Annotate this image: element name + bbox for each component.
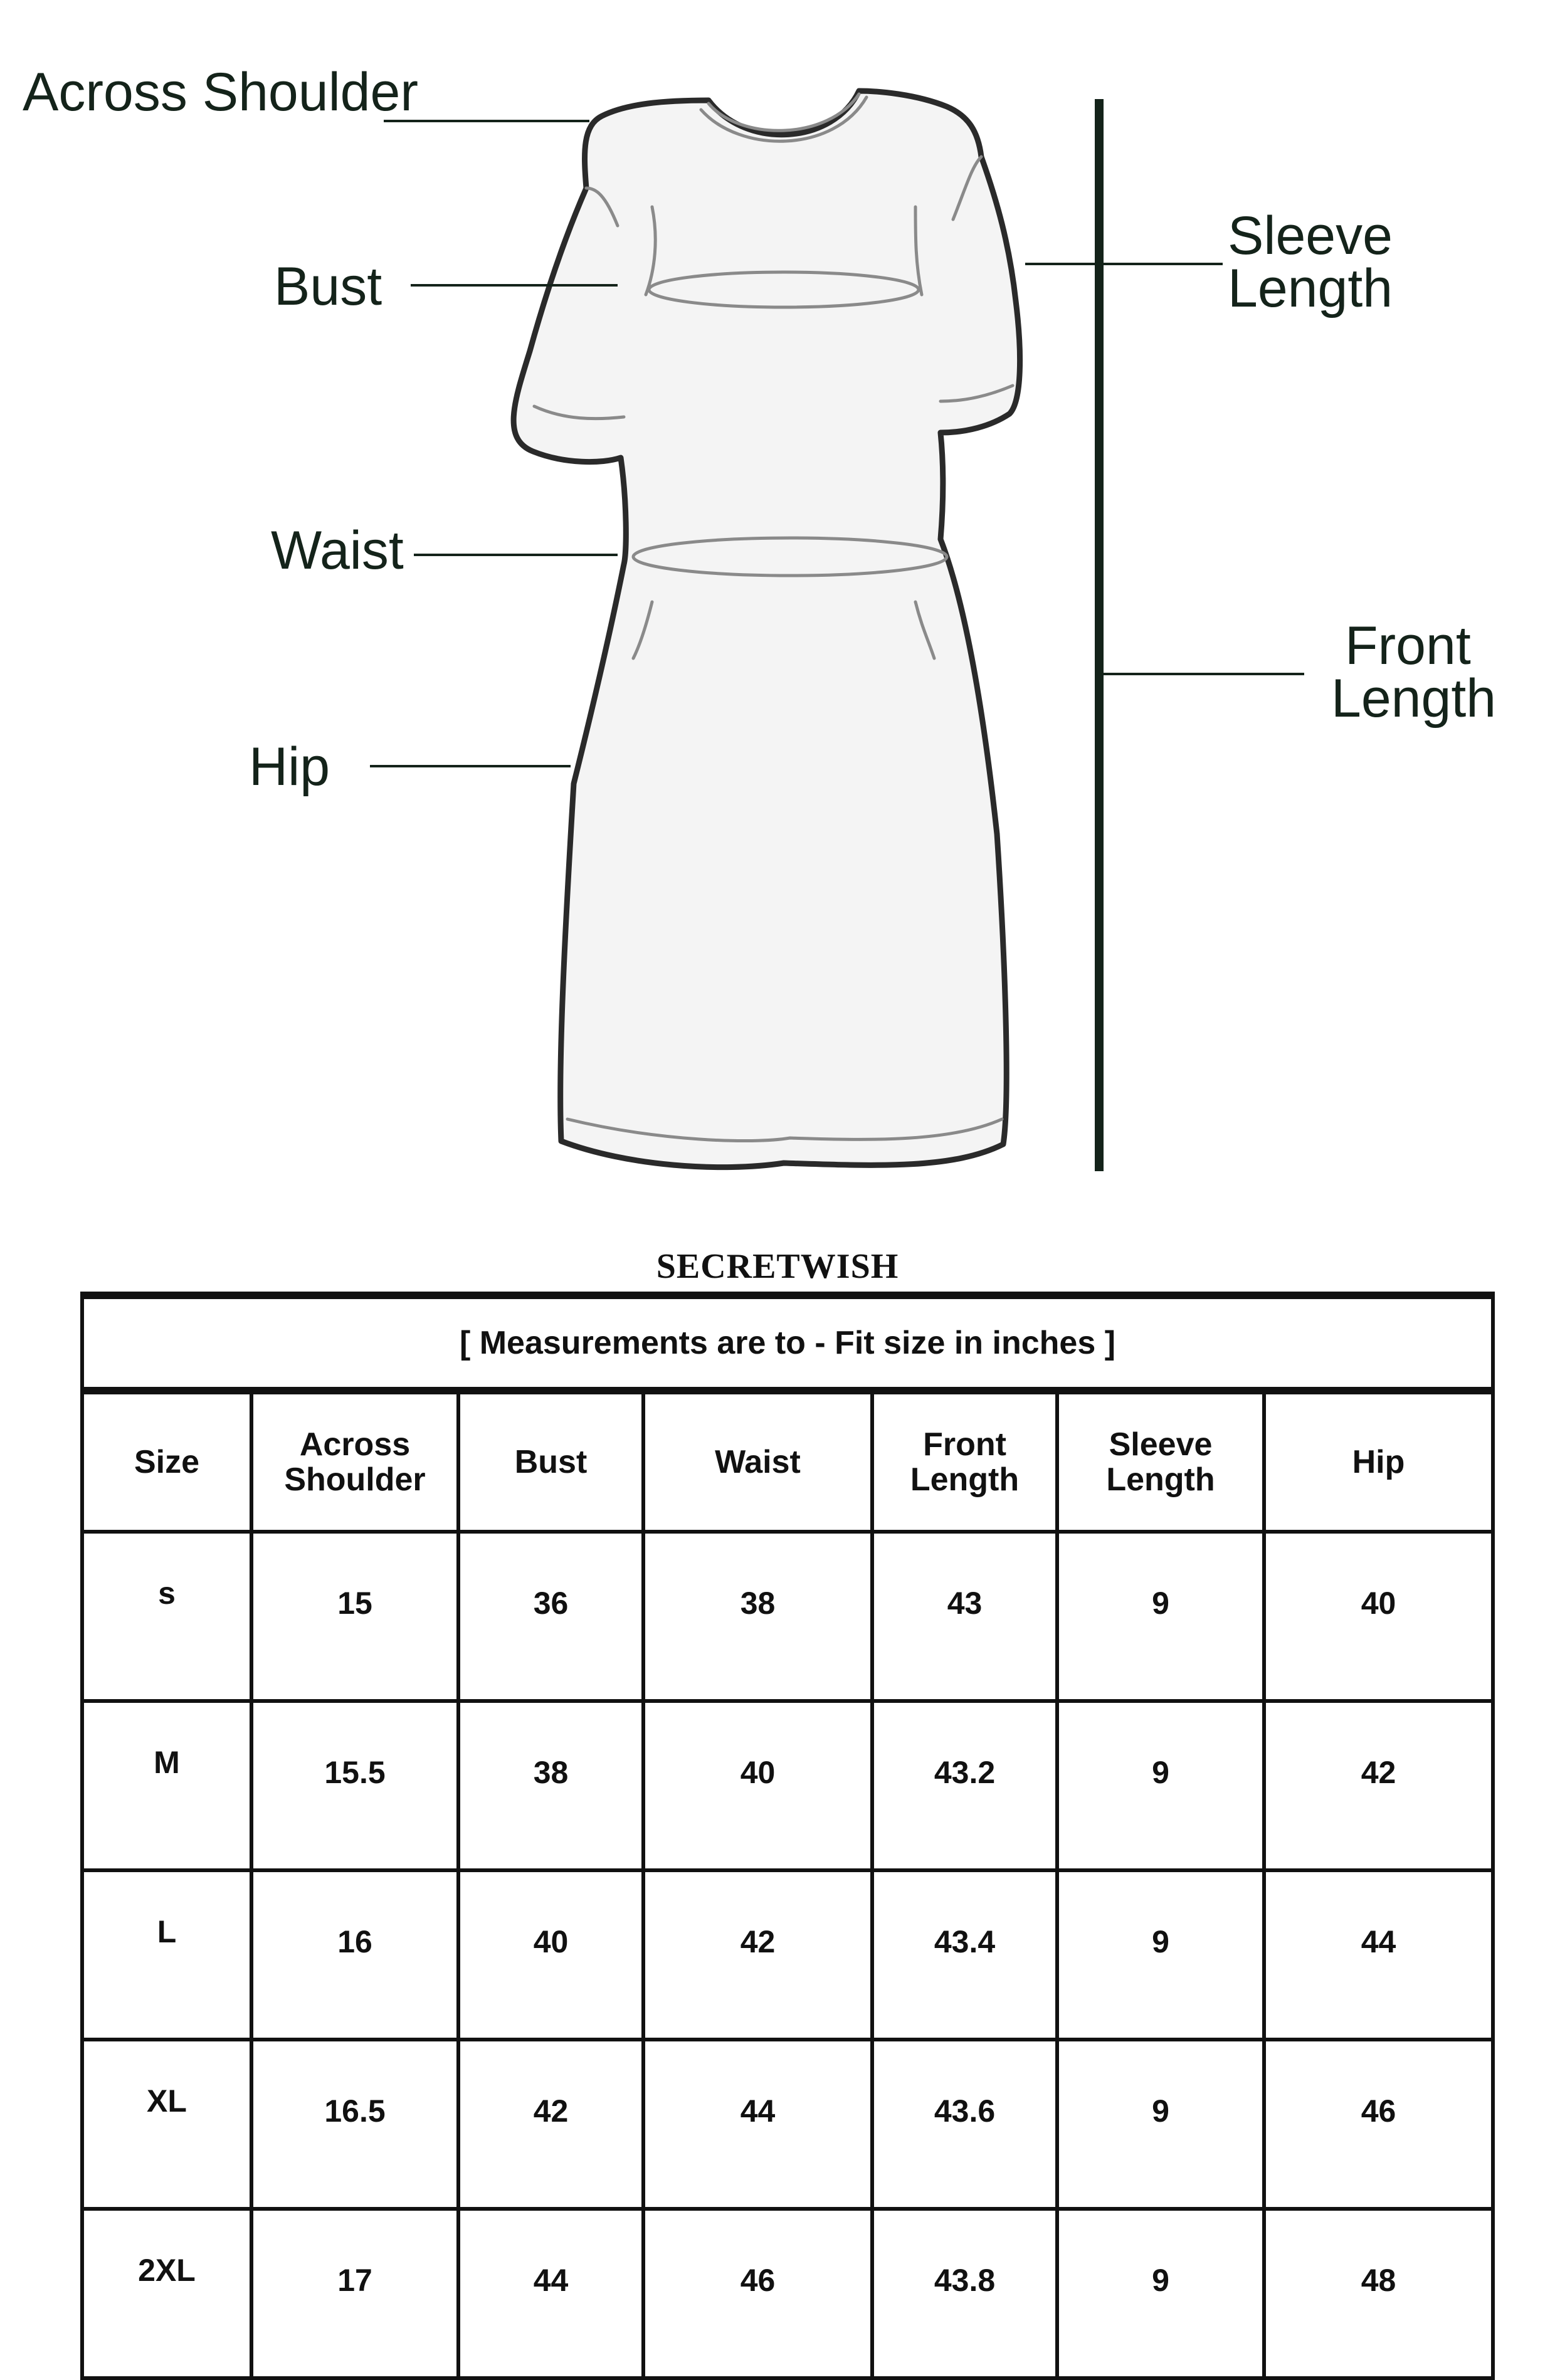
size-cell: L bbox=[82, 1870, 251, 2040]
size-cell: 2XL bbox=[82, 2209, 251, 2378]
col-header-size: Size bbox=[82, 1391, 251, 1532]
bust-label: Bust bbox=[274, 256, 382, 317]
table-cell: 16.5 bbox=[251, 2040, 458, 2209]
table-cell: 16 bbox=[251, 1870, 458, 2040]
table-cell: 15 bbox=[251, 1532, 458, 1701]
table-cell: 9 bbox=[1057, 2209, 1264, 2378]
front-length-label: Front Length bbox=[1331, 616, 1497, 729]
table-cell: 9 bbox=[1057, 1870, 1264, 2040]
size-table-wrapper bbox=[80, 1292, 1491, 2380]
table-row bbox=[82, 1532, 1493, 1701]
table-row bbox=[82, 1870, 1493, 2040]
table-cell: 40 bbox=[458, 1870, 643, 2040]
brand-name: SECRETWISH bbox=[656, 1247, 899, 1286]
table-cell: 40 bbox=[643, 1701, 872, 1870]
table-cell: 40 bbox=[1264, 1532, 1493, 1701]
table-cell: 43.4 bbox=[872, 1870, 1057, 2040]
table-cell: 48 bbox=[1264, 2209, 1493, 2378]
dress-outline bbox=[514, 91, 1020, 1167]
sleeve-length-label: Sleeve Length bbox=[1228, 206, 1393, 319]
table-cell: 44 bbox=[458, 2209, 643, 2378]
table-cell: 44 bbox=[1264, 1870, 1493, 2040]
waist-label: Waist bbox=[271, 520, 404, 581]
table-cell: 43.8 bbox=[872, 2209, 1057, 2378]
table-row bbox=[82, 1701, 1493, 1870]
col-header-hip: Hip bbox=[1264, 1391, 1493, 1532]
col-header-front-length: Front Length bbox=[872, 1391, 1057, 1532]
col-header-bust: Bust bbox=[458, 1391, 643, 1532]
table-cell: 44 bbox=[643, 2040, 872, 2209]
col-header-across-shoulder: Across Shoulder bbox=[251, 1391, 458, 1532]
size-chart-table bbox=[80, 1292, 1495, 2380]
size-cell: M bbox=[82, 1701, 251, 1870]
header-row bbox=[82, 1391, 1493, 1532]
table-cell: 9 bbox=[1057, 1701, 1264, 1870]
table-cell: 15.5 bbox=[251, 1701, 458, 1870]
table-cell: 9 bbox=[1057, 2040, 1264, 2209]
table-cell: 42 bbox=[1264, 1701, 1493, 1870]
table-cell: 43 bbox=[872, 1532, 1057, 1701]
table-cell: 9 bbox=[1057, 1532, 1264, 1701]
across-shoulder-label: Across Shoulder bbox=[23, 62, 418, 122]
table-cell: 42 bbox=[458, 2040, 643, 2209]
table-cell: 36 bbox=[458, 1532, 643, 1701]
col-header-sleeve-length: Sleeve Length bbox=[1057, 1391, 1264, 1532]
size-cell: XL bbox=[82, 2040, 251, 2209]
table-cell: 46 bbox=[643, 2209, 872, 2378]
table-cell: 43.2 bbox=[872, 1701, 1057, 1870]
table-caption: [ Measurements are to - Fit size in inches ] bbox=[82, 1295, 1493, 1391]
table-cell: 38 bbox=[643, 1532, 872, 1701]
table-cell: 17 bbox=[251, 2209, 458, 2378]
table-cell: 38 bbox=[458, 1701, 643, 1870]
table-cell: 43.6 bbox=[872, 2040, 1057, 2209]
table-row bbox=[82, 2040, 1493, 2209]
col-header-waist: Waist bbox=[643, 1391, 872, 1532]
table-cell: 46 bbox=[1264, 2040, 1493, 2209]
table-row bbox=[82, 2209, 1493, 2378]
table-cell: 42 bbox=[643, 1870, 872, 2040]
hip-label: Hip bbox=[249, 737, 330, 797]
size-cell: s bbox=[82, 1532, 251, 1701]
